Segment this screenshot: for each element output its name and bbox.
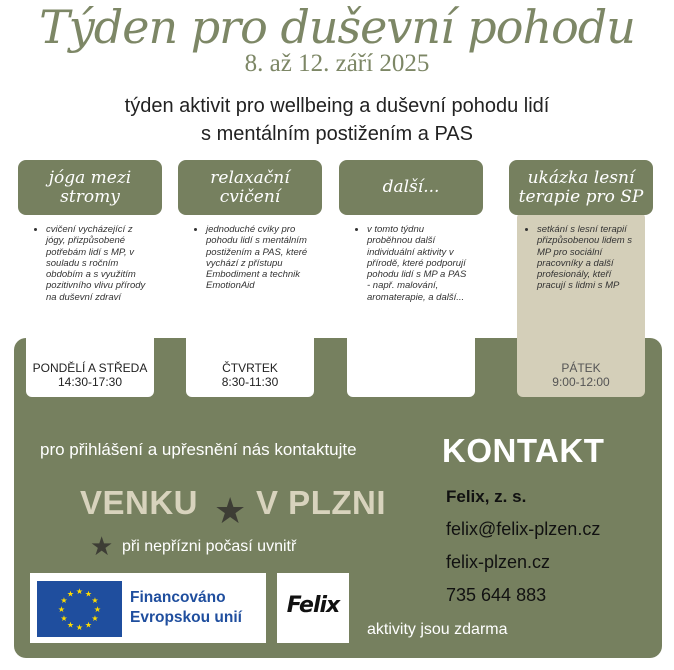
star-icon: ★	[214, 490, 247, 531]
star-icon: ★	[90, 531, 114, 561]
svg-text:★: ★	[91, 596, 99, 605]
activity-card-body	[517, 212, 645, 397]
subtitle-line-2: s mentálním postižením a PAS	[201, 123, 473, 145]
eu-text-line-2: Evropskou unií	[130, 609, 242, 626]
activity-day: PÁTEK	[561, 361, 601, 375]
activity-title	[18, 160, 162, 215]
activity-card-other	[339, 160, 483, 398]
activity-schedule	[517, 361, 645, 389]
activity-description: • v tomto týdnu proběhnou další individuální aktivity v přírodě, které podporují pohodu lidí s MP a PAS - např. malování, aromaterapie, a další...	[367, 224, 469, 303]
activity-card-body	[26, 212, 154, 397]
svg-text:★: ★	[84, 589, 93, 599]
svg-text:★: ★	[60, 596, 68, 605]
contact-email[interactable]: felix@felix-plzen.cz	[446, 519, 601, 539]
page-title: Týden pro duševní pohodu	[39, 0, 635, 54]
activity-card-relaxation	[178, 160, 322, 398]
svg-text:★: ★	[84, 620, 93, 630]
svg-text:★: ★	[66, 589, 75, 599]
activity-title	[509, 160, 653, 215]
activity-time: 14:30-17:30	[57, 375, 123, 389]
felix-logo-text: Felix	[286, 593, 340, 618]
activity-title	[339, 160, 483, 215]
activity-schedule	[26, 361, 154, 389]
activity-card-body	[186, 212, 314, 397]
felix-logo	[277, 573, 349, 643]
activity-day: PONDĚLÍ A STŘEDA	[32, 361, 148, 375]
contact-prompt: pro přihlášení a upřesnění nás kontaktujte	[40, 440, 357, 459]
activity-title-line-1: ukázka lesní	[527, 167, 635, 188]
activity-title-line-2: stromy	[60, 186, 120, 207]
eu-flag-icon	[37, 581, 122, 637]
activity-title-line-1: jóga mezi	[48, 167, 132, 188]
svg-text:★: ★	[93, 605, 102, 614]
svg-text:★: ★	[75, 623, 84, 632]
svg-text:★: ★	[57, 605, 66, 614]
free-note: aktivity jsou zdarma	[367, 621, 508, 638]
activity-time: 8:30-11:30	[221, 375, 279, 389]
location-plzen: V PLZNI	[256, 484, 387, 521]
svg-text:★: ★	[66, 620, 75, 630]
subtitle-line-1: týden aktivit pro wellbeing a duševní pohodu lidí	[124, 95, 550, 117]
eu-stars	[37, 581, 122, 637]
activity-schedule	[186, 361, 314, 389]
eu-funding-logo	[30, 573, 266, 643]
activity-card-yoga	[18, 160, 162, 398]
weather-note: při nepřízni počasí uvnitř	[122, 538, 297, 555]
activity-card-body	[347, 212, 475, 397]
svg-text:★: ★	[91, 614, 99, 623]
activity-day: ČTVRTEK	[222, 361, 278, 375]
activity-time: 9:00-12:00	[552, 375, 610, 389]
contact-phone[interactable]: 735 644 883	[446, 585, 547, 605]
activity-title	[178, 160, 322, 215]
event-dates: 8. až 12. září 2025	[244, 50, 430, 77]
location-venku: VENKU	[80, 484, 199, 521]
contact-org: Felix, z. s.	[446, 487, 527, 506]
activity-title-line-1: relaxační	[210, 167, 290, 188]
subtitle	[0, 92, 674, 148]
eu-text-line-1: Financováno	[130, 589, 226, 606]
activity-description: • cvičení vycházející z jógy, přizpůsobené potřebám lidí s MP, v souladu s ročním obdobím a s využitím pozitivního vlivu přírody na duševní zdraví	[46, 224, 148, 303]
svg-text:★: ★	[75, 587, 84, 596]
activity-card-forest-therapy	[509, 160, 653, 398]
activity-title-line-1: další...	[382, 177, 440, 197]
eu-funding-text	[130, 588, 242, 628]
contact-web[interactable]: felix-plzen.cz	[446, 552, 551, 572]
activity-description: • jednoduché cviky pro pohodu lidí s mentálním postižením a PAS, které vychází z přístupu Embodiment a technik EmotionAid	[206, 224, 308, 292]
activity-title-line-2: terapie pro SP	[518, 186, 644, 207]
activity-title-line-2: cvičení	[219, 186, 281, 207]
activity-description: • setkání s lesní terapií přizpůsobenou lidem s MP pro sociální pracovníky a další profesionály, kteří pracují s lidmi s MP	[537, 224, 639, 292]
svg-text:★: ★	[60, 614, 68, 623]
contact-heading: KONTAKT	[442, 432, 605, 469]
